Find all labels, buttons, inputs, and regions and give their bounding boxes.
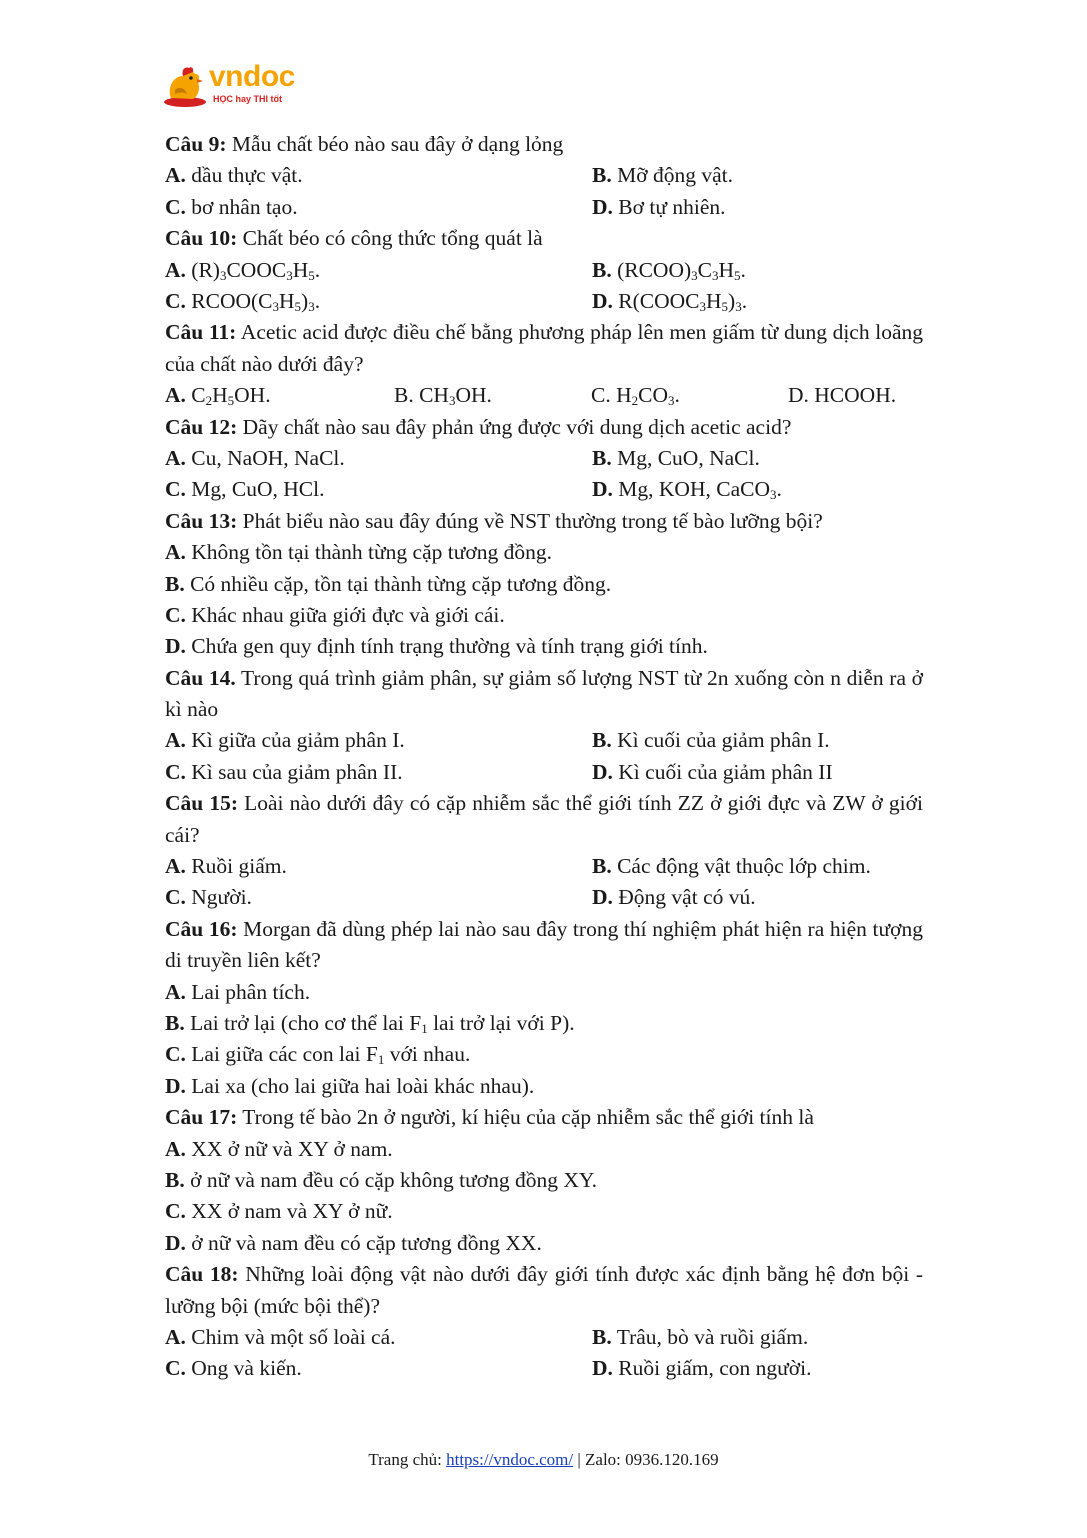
formula-part: Mg, KOH, CaCO: [612, 477, 770, 502]
question-text: Phát biểu nào sau đây đúng về NST thường trong tế bào lưỡng bội?: [237, 508, 823, 533]
option-letter: D.: [165, 1073, 186, 1098]
option-letter: C.: [165, 477, 186, 502]
question-15: [165, 788, 923, 851]
option-c: [165, 1196, 923, 1227]
question-label: Câu 9:: [165, 132, 227, 156]
options-row: [165, 160, 923, 191]
question-14: [165, 663, 923, 726]
option-c: [165, 600, 923, 631]
option-b: [592, 443, 760, 474]
option-letter: C.: [165, 1199, 186, 1224]
option-text: Lai xa (cho lai giữa hai loài khác nhau).: [185, 1073, 535, 1098]
option-b: [592, 851, 871, 882]
option-b: [165, 1165, 923, 1196]
question-11: [165, 317, 923, 380]
option-letter: A.: [165, 163, 186, 188]
question-list: [165, 129, 923, 1385]
formula-part: .: [776, 477, 782, 502]
option-letter: A.: [165, 728, 186, 753]
option-text: Mỡ động vật.: [611, 163, 733, 188]
option-letter: C.: [165, 1356, 186, 1381]
option-text: Lai phân tích.: [185, 979, 311, 1004]
formula-part: OH.: [234, 383, 271, 408]
formula-part: C: [185, 383, 206, 408]
option-text: Kì cuối của giảm phân II: [612, 759, 833, 784]
formula-part: B. CH: [394, 383, 449, 408]
formula-part: (RCOO): [611, 257, 692, 282]
option-letter: D.: [592, 477, 613, 502]
option-letter: B.: [165, 1168, 185, 1193]
option-b: [592, 255, 746, 286]
question-label: Câu 18:: [165, 1262, 239, 1287]
footer-contact: | Zalo: 0936.120.169: [573, 1450, 719, 1469]
question-text: Trong tế bào 2n ở người, kí hiệu của cặp nhiễm sắc thể giới tính là: [237, 1105, 814, 1130]
option-letter: D.: [165, 1230, 186, 1255]
formula-subscript: 3: [286, 267, 293, 283]
option-text: Kì giữa của giảm phân I.: [185, 728, 405, 753]
option-a: [165, 1322, 592, 1353]
option-a: [165, 537, 923, 568]
formula-subscript: 5: [734, 267, 741, 283]
formula-subscript: 5: [294, 298, 302, 314]
formula-part: H: [279, 288, 295, 313]
formula-part: CO: [638, 383, 668, 408]
formula-subscript: 5: [308, 267, 315, 283]
option-d: [592, 192, 726, 223]
option-letter: D.: [592, 1356, 613, 1381]
footer-prefix: Trang chủ:: [368, 1450, 447, 1469]
option-text: XX ở nam và XY ở nữ.: [185, 1199, 393, 1224]
option-letter: A.: [165, 854, 186, 879]
formula-part: H: [706, 288, 722, 313]
option-a: [165, 977, 923, 1008]
option-letter: A.: [165, 1136, 186, 1161]
option-text: Chim và một số loài cá.: [185, 1325, 396, 1349]
formula-part: ): [301, 288, 309, 313]
formula-subscript: 1: [377, 1052, 385, 1068]
formula-subscript: 3: [308, 298, 315, 314]
question-label: Câu 13:: [165, 508, 238, 533]
option-text: Bơ tự nhiên.: [612, 194, 726, 219]
option-a: [165, 725, 592, 756]
option-b: [592, 160, 733, 191]
formula-part: .: [314, 288, 321, 313]
logo-tagline: HỌC hay THI tốt: [213, 94, 282, 104]
options-row: [165, 1353, 923, 1384]
option-letter: D.: [592, 759, 613, 784]
option-letter: A.: [165, 445, 186, 470]
option-letter: B.: [592, 163, 612, 188]
option-letter: C.: [165, 194, 186, 219]
option-letter: D.: [165, 634, 186, 659]
question-label: Câu 14.: [165, 665, 236, 690]
option-letter: B.: [592, 1325, 612, 1349]
option-letter: A.: [165, 383, 186, 408]
option-text: XX ở nữ và XY ở nam.: [185, 1136, 393, 1161]
options-row: [165, 474, 923, 505]
question-text: Morgan đã dùng phép lai nào sau đây trong thí nghiệm phát hiện ra hiện tượng di truyền liên kết?: [165, 916, 923, 973]
options-row: [165, 757, 923, 788]
option-d: [165, 1228, 923, 1259]
option-a: [165, 160, 592, 191]
option-d: D. HCOOH.: [788, 383, 897, 408]
page-footer: [0, 1450, 1087, 1470]
option-a: [165, 443, 592, 474]
formula-part: H: [718, 257, 735, 282]
question-text: Dãy chất nào sau đây phản ứng được với dung dịch acetic acid?: [237, 414, 792, 439]
formula-subscript: 2: [631, 393, 639, 409]
option-b: [394, 380, 591, 411]
formula-subscript: 3: [691, 267, 698, 283]
option-text: Cu, NaOH, NaCl.: [185, 445, 345, 470]
question-label: Câu 10:: [165, 226, 238, 251]
formula-subscript: 3: [272, 298, 280, 314]
option-text: Các động vật thuộc lớp chim.: [611, 854, 871, 879]
question-label: Câu 17:: [165, 1105, 238, 1130]
logo-brand: vndoc: [209, 60, 295, 93]
option-letter: D.: [592, 194, 613, 219]
option-c: [165, 1039, 923, 1070]
formula-subscript: 3: [769, 487, 777, 503]
option-c: [165, 1353, 592, 1384]
option-text: Lai trở lại (cho cơ thể lai F: [184, 1011, 422, 1036]
formula-subscript: 3: [448, 393, 456, 409]
option-text: bơ nhân tạo.: [185, 194, 298, 219]
option-c: [165, 192, 592, 223]
option-d: [165, 631, 923, 662]
option-c: [165, 286, 592, 317]
question-text: Mẫu chất béo nào sau đây ở dạng lỏng: [226, 132, 564, 156]
options-row: [165, 380, 923, 411]
option-text: Lai giữa các con lai F: [185, 1042, 378, 1067]
option-d: [592, 757, 833, 788]
option-text: Ong và kiến.: [185, 1356, 302, 1381]
option-text: dầu thực vật.: [185, 163, 303, 188]
option-letter: B.: [165, 571, 185, 596]
question-text: Loài nào dưới đây có cặp nhiễm sắc thể giới tính ZZ ở giới đực và ZW ở giới cái?: [165, 791, 923, 847]
option-a: [165, 380, 394, 411]
option-letter: A.: [165, 1325, 186, 1349]
formula-subscript: 3: [668, 393, 675, 409]
option-c: [165, 882, 592, 913]
option-text: ở nữ và nam đều có cặp không tương đồng XY.: [184, 1168, 597, 1193]
option-text: Kì cuối của giảm phân I.: [611, 728, 830, 753]
question-label: Câu 11:: [165, 320, 237, 345]
option-text: Ruồi giấm, con người.: [612, 1356, 812, 1381]
homepage-link[interactable]: https://vndoc.com/: [446, 1450, 574, 1469]
formula-subscript: 1: [421, 1021, 428, 1037]
option-text: lai trở lại với P).: [427, 1011, 575, 1036]
option-d: [592, 1353, 812, 1384]
option-text: với nhau.: [384, 1042, 471, 1067]
formula-part: .: [674, 383, 680, 408]
option-letter: C.: [165, 759, 186, 784]
option-text: Không tồn tại thành từng cặp tương đồng.: [185, 540, 552, 565]
question-16: [165, 914, 923, 977]
options-row: [165, 192, 923, 223]
option-text: Chứa gen quy định tính trạng thường và tính trạng giới tính.: [185, 634, 708, 659]
option-b: [592, 725, 830, 756]
option-letter: A.: [165, 979, 186, 1004]
option-b: [165, 1008, 923, 1039]
formula-part: .: [741, 288, 748, 313]
option-letter: C.: [165, 885, 186, 910]
option-letter: B.: [165, 1011, 185, 1036]
options-row: [165, 851, 923, 882]
option-letter: B.: [592, 728, 612, 753]
option-d: [592, 882, 756, 913]
question-label: Câu 12:: [165, 414, 238, 439]
formula-part: .: [314, 257, 321, 282]
option-text: Ruồi giấm.: [185, 854, 287, 879]
option-letter: C.: [165, 602, 186, 627]
formula-part: C. H: [591, 383, 632, 408]
option-d: [592, 286, 747, 317]
option-text: ở nữ và nam đều có cặp tương đồng XX.: [185, 1230, 542, 1255]
option-letter: B.: [592, 854, 612, 879]
option-c: [165, 757, 592, 788]
options-row: [165, 286, 923, 317]
option-c: [591, 380, 788, 411]
formula-part: H: [212, 383, 228, 408]
formula-part: ): [728, 288, 736, 313]
option-a: [165, 1134, 923, 1165]
option-letter: A.: [165, 540, 186, 565]
question-text: Chất béo có công thức tổng quát là: [237, 226, 543, 251]
question-text: Acetic acid được điều chế bằng phương pháp lên men giấm từ dung dịch loãng của chất nào dưới đây?: [165, 320, 923, 376]
option-d: [592, 474, 782, 505]
option-text: Trâu, bò và ruồi giấm.: [611, 1325, 809, 1349]
option-d: [165, 1071, 923, 1102]
formula-part: (R): [185, 257, 220, 282]
option-letter: C.: [165, 1042, 186, 1067]
formula-part: .: [740, 257, 746, 282]
option-text: Kì sau của giảm phân II.: [185, 759, 403, 784]
option-letter: A.: [165, 257, 186, 282]
formula-subscript: 2: [205, 393, 213, 409]
question-text: Những loài động vật nào dưới đây giới tính được xác định bằng hệ đơn bội - lưỡng bội (mức bội thể)?: [165, 1262, 923, 1318]
question-18: [165, 1259, 923, 1322]
option-letter: B.: [592, 257, 612, 282]
question-label: Câu 15:: [165, 791, 239, 816]
formula-subscript: 3: [712, 267, 719, 283]
option-letter: D.: [592, 288, 613, 313]
formula-subscript: 5: [721, 298, 729, 314]
question-9: [165, 129, 923, 160]
option-c: [165, 474, 592, 505]
question-10: [165, 223, 923, 254]
formula-part: R(COOC: [612, 288, 700, 313]
question-13: [165, 506, 923, 537]
options-row: [165, 443, 923, 474]
option-letter: D.: [592, 885, 613, 910]
options-row: [165, 1322, 923, 1353]
option-text: Khác nhau giữa giới đực và giới cái.: [185, 602, 505, 627]
option-text: Mg, CuO, NaCl.: [611, 445, 760, 470]
question-12: [165, 412, 923, 443]
option-text: Người.: [185, 885, 252, 910]
rooster-mascot-icon: [163, 64, 209, 108]
option-b: [165, 569, 923, 600]
option-b: [592, 1322, 808, 1353]
question-text: Trong quá trình giảm phân, sự giảm số lượng NST từ 2n xuống còn n diễn ra ở kì nào: [165, 665, 924, 722]
option-a: [165, 255, 592, 286]
options-row: [165, 725, 923, 756]
formula-subscript: 3: [735, 298, 742, 314]
question-label: Câu 16:: [165, 916, 238, 941]
formula-part: RCOO(C: [185, 288, 273, 313]
formula-subscript: 3: [219, 267, 227, 283]
formula-part: COOC: [226, 257, 287, 282]
option-letter: C.: [165, 288, 186, 313]
formula-part: H: [292, 257, 309, 282]
option-text: Động vật có vú.: [612, 885, 756, 910]
option-text: Mg, CuO, HCl.: [185, 477, 325, 502]
formula-part: C: [697, 257, 712, 282]
vndoc-logo: [163, 62, 313, 110]
question-17: [165, 1102, 923, 1133]
options-row: [165, 255, 923, 286]
options-row: [165, 882, 923, 913]
option-a: [165, 851, 592, 882]
formula-subscript: 3: [699, 298, 707, 314]
formula-part: OH.: [455, 383, 492, 408]
option-letter: B.: [592, 445, 612, 470]
formula-subscript: 5: [227, 393, 235, 409]
option-text: Có nhiều cặp, tồn tại thành từng cặp tương đồng.: [184, 571, 612, 596]
